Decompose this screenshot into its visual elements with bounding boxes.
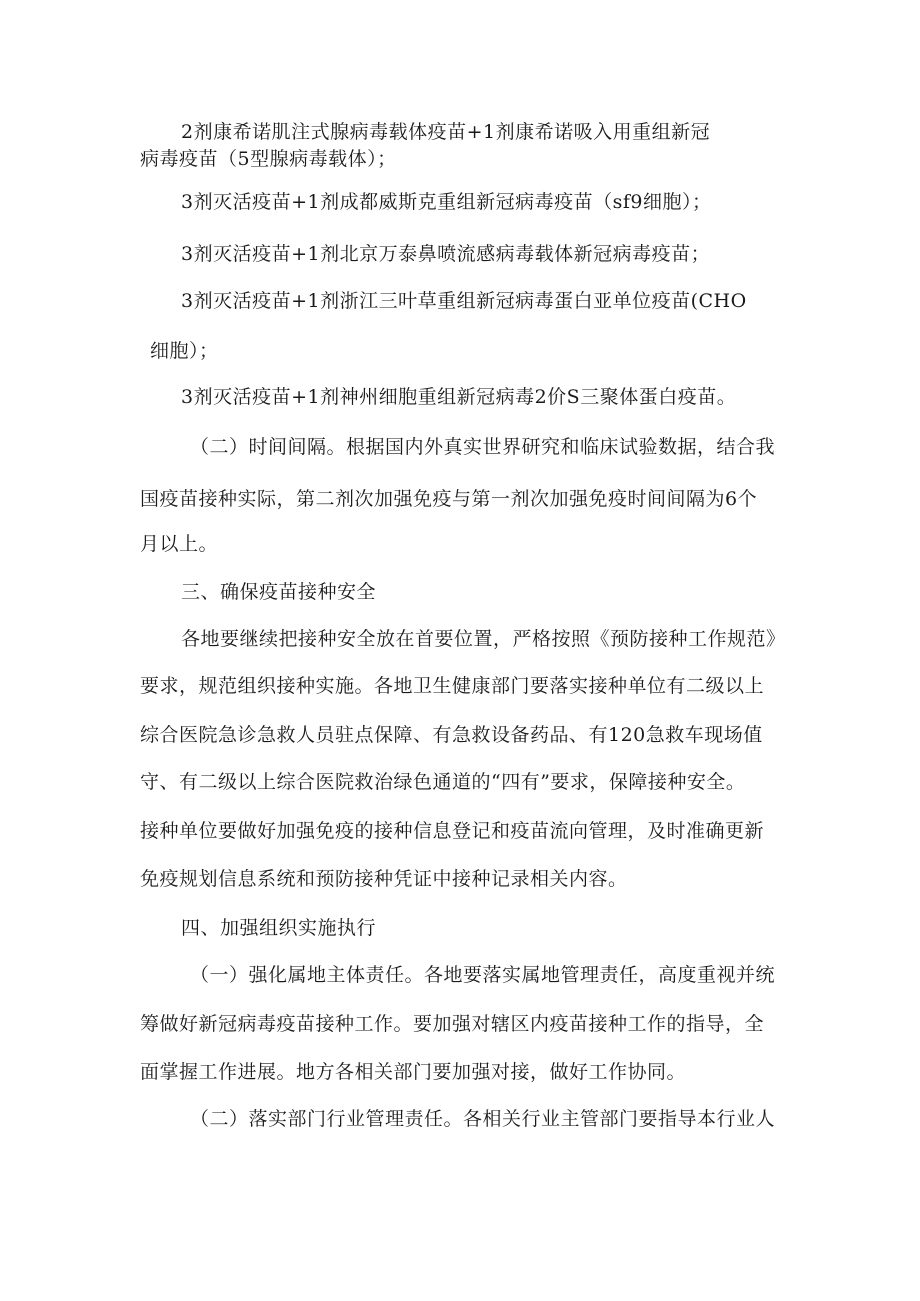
text-line-12: 各地要继续把接种安全放在首要位置，严格按照《预防接种工作规范》: [181, 628, 786, 650]
text-line-14: 综合医院急诊急救人员驻点保障、有急救设备药品、有120急救车现场值: [140, 724, 763, 746]
text-line-20: 筹做好新冠病毒疫苗接种工作。要加强对辖区内疫苗接种工作的指导，全: [140, 1013, 765, 1035]
text-line-16: 接种单位要做好加强免疫的接种信息登记和疫苗流向管理，及时准确更新: [140, 820, 765, 842]
text-line-8: （二）时间间隔。根据国内外真实世界研究和临床试验数据，结合我: [190, 436, 776, 458]
text-line-3: 3剂灭活疫苗+1剂成都威斯克重组新冠病毒疫苗（sf9细胞）；: [181, 191, 712, 213]
text-line-1: 2剂康希诺肌注式腺病毒载体疫苗+1剂康希诺吸入用重组新冠: [181, 121, 711, 143]
section-heading-4: 四、加强组织实施执行: [181, 917, 377, 939]
text-line-7: 3剂灭活疫苗+1剂神州细胞重组新冠病毒2价S三聚体蛋白疫苗。: [181, 386, 737, 408]
text-line-4: 3剂灭活疫苗+1剂北京万泰鼻喷流感病毒载体新冠病毒疫苗；: [181, 243, 711, 265]
text-line-10: 月以上。: [140, 533, 219, 555]
text-line-6: 细胞）；: [150, 340, 219, 362]
text-line-5: 3剂灭活疫苗+1剂浙江三叶草重组新冠病毒蛋白亚单位疫苗(CHO: [181, 290, 747, 312]
text-line-22: （二）落实部门行业管理责任。各相关行业主管部门要指导本行业人: [190, 1108, 776, 1130]
text-line-2: 病毒疫苗（5型腺病毒载体）；: [140, 148, 397, 170]
text-line-17: 免疫规划信息系统和预防接种凭证中接种记录相关内容。: [140, 868, 628, 890]
text-line-19: （一）强化属地主体责任。各地要落实属地管理责任，高度重视并统: [190, 964, 776, 986]
section-heading-3: 三、确保疫苗接种安全: [181, 581, 377, 603]
text-line-9: 国疫苗接种实际，第二剂次加强免疫与第一剂次加强免疫时间间隔为6个: [140, 488, 758, 510]
text-line-13: 要求，规范组织接种实施。各地卫生健康部门要落实接种单位有二级以上: [140, 675, 765, 697]
text-line-21: 面掌握工作进展。地方各相关部门要加强对接，做好工作协同。: [140, 1061, 687, 1083]
text-line-15: 守、有二级以上综合医院救治绿色通道的“四有”要求，保障接种安全。: [140, 771, 746, 793]
